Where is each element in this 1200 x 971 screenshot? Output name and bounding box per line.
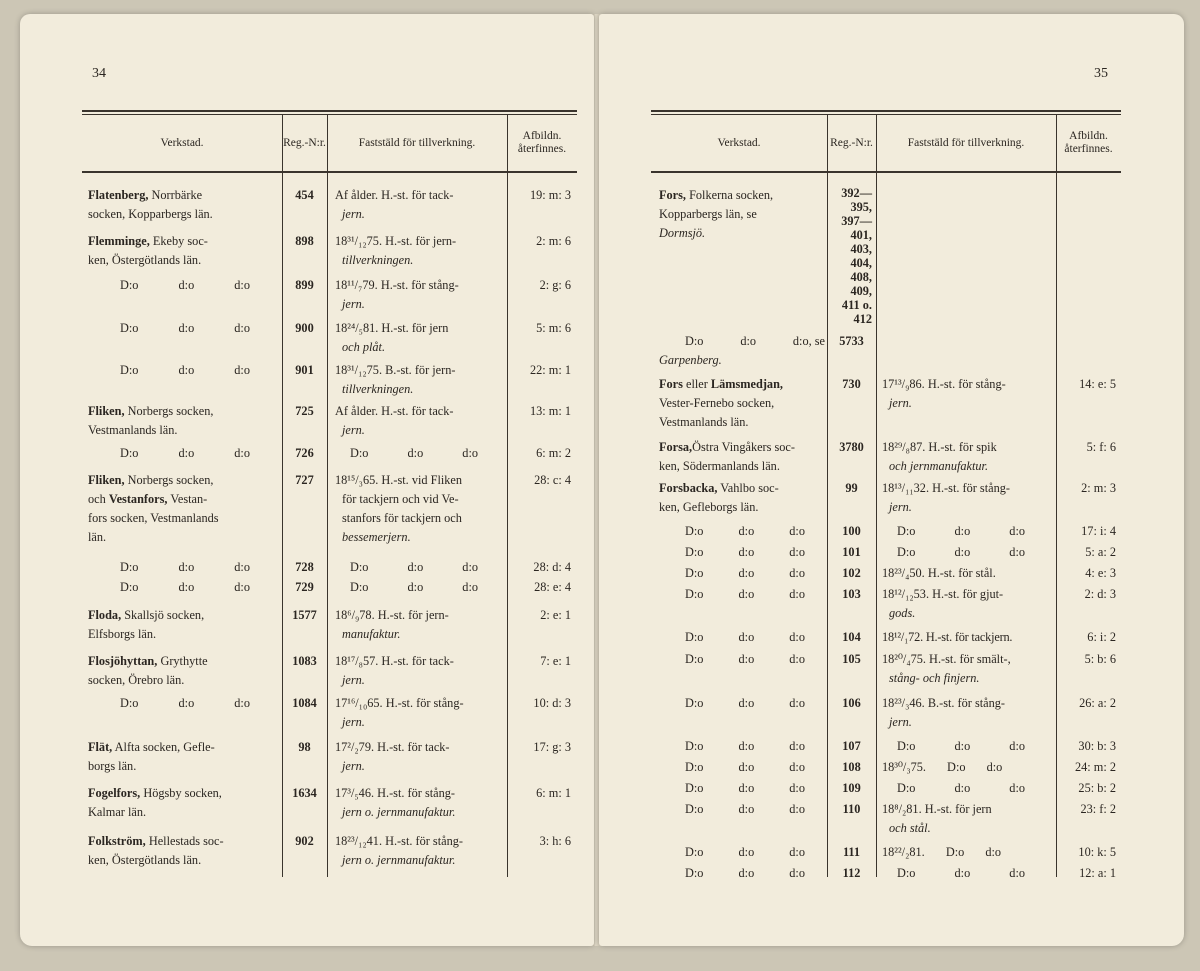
afbildn-ref: 24: m: 2 bbox=[1075, 760, 1116, 774]
ditto-mark: d:o bbox=[234, 446, 250, 460]
ditto-mark: d:o bbox=[738, 866, 755, 880]
reg-number: 901 bbox=[295, 363, 314, 377]
reg-number: 726 bbox=[295, 446, 314, 460]
ditto-mark: d:o bbox=[178, 321, 195, 335]
fastst-text: 18²³/₄50. H.-st. för stål. bbox=[882, 566, 996, 580]
reg-number: 103 bbox=[842, 587, 861, 601]
reg-number: 102 bbox=[842, 566, 861, 580]
ditto-mark: d:o bbox=[738, 652, 755, 666]
fastst-text: 18⁶/₉78. H.-st. för jern- bbox=[335, 608, 449, 622]
ditto-mark: D:o bbox=[120, 446, 139, 460]
fastst-text: tillverkningen. bbox=[342, 253, 414, 267]
works-name: Flät, bbox=[88, 740, 113, 754]
fastst-text: 18³¹/₁₂75. H.-st. för jern- bbox=[335, 234, 457, 248]
works-name: Folkström, bbox=[88, 834, 146, 848]
afbildn-ref: 7: e: 1 bbox=[540, 654, 571, 668]
ditto-mark: d:o bbox=[738, 802, 755, 816]
fastst-text: och jernmanufaktur. bbox=[889, 459, 989, 473]
reg-number: 1083 bbox=[292, 654, 317, 668]
right-page bbox=[599, 14, 1184, 946]
ditto-mark: D:o bbox=[120, 321, 139, 335]
ditto-mark: d:o bbox=[234, 363, 250, 377]
reg-number: 725 bbox=[295, 404, 314, 418]
works-location: Vestan- bbox=[170, 492, 208, 506]
reg-number: 112 bbox=[842, 866, 861, 880]
afbildn-ref: 2: e: 1 bbox=[540, 608, 571, 622]
left-page bbox=[20, 14, 594, 946]
afbildn-ref: 3: h: 6 bbox=[539, 834, 571, 848]
reg-number: 104 bbox=[842, 630, 861, 644]
afbildn-ref: 28: e: 4 bbox=[534, 580, 571, 594]
fastst-text: jern. bbox=[342, 297, 365, 311]
reg-number: 730 bbox=[842, 377, 861, 391]
ditto-mark: D:o bbox=[685, 334, 704, 348]
works-location: Vestmanlands län. bbox=[659, 415, 749, 429]
ditto-mark: d:o bbox=[178, 278, 195, 292]
ditto-mark: d:o bbox=[738, 845, 755, 859]
reg-number: 3780 bbox=[839, 440, 864, 454]
reg-number: 106 bbox=[842, 696, 861, 710]
reg-number: 408, bbox=[850, 270, 872, 284]
ditto-mark: d:o bbox=[738, 760, 755, 774]
works-location: Dormsjö. bbox=[659, 226, 706, 240]
works-name: Fliken, bbox=[88, 404, 125, 418]
works-location: Grythytte bbox=[160, 654, 208, 668]
reg-number: 902 bbox=[295, 834, 314, 848]
reg-number: 392— bbox=[841, 186, 872, 200]
works-location: Vester-Fernebo socken, bbox=[659, 396, 775, 410]
works-name: Flosjöhyttan, bbox=[88, 654, 158, 668]
works-location: Garpenberg. bbox=[659, 353, 722, 367]
table-rule bbox=[651, 110, 1121, 112]
works-location: Folkerna socken, bbox=[689, 188, 774, 202]
fastst-text: 17¹⁶/₁₀65. H.-st. för stång- bbox=[335, 696, 464, 710]
fastst-text: gods. bbox=[889, 606, 916, 620]
afbildn-ref: 17: g: 3 bbox=[533, 740, 571, 754]
reg-number: 98 bbox=[298, 740, 311, 754]
works-location: ken, Östergötlands län. bbox=[88, 853, 202, 867]
works-location: ken, Södermanlands län. bbox=[659, 459, 780, 473]
reg-number: 100 bbox=[842, 524, 861, 538]
fastst-text: för tackjern och vid Ve- bbox=[342, 492, 459, 506]
reg-number: 454 bbox=[295, 188, 314, 202]
ditto-mark: d:o bbox=[789, 781, 805, 795]
ditto-mark: D:o bbox=[685, 739, 704, 753]
reg-number: 111 bbox=[842, 845, 861, 859]
reg-number: 1577 bbox=[292, 608, 317, 622]
ditto-mark: d:o bbox=[738, 587, 755, 601]
fastst-text: 18²⁴/₅81. H.-st. för jern bbox=[335, 321, 449, 335]
fastst-text: 18¹²/₁72. H.-st. för tackjern. bbox=[882, 630, 1013, 644]
table-rule bbox=[82, 110, 577, 112]
reg-number: 900 bbox=[295, 321, 314, 335]
reg-number: 99 bbox=[845, 481, 858, 495]
fastst-text: Af ålder. H.-st. för tack- bbox=[335, 188, 454, 202]
reg-number: 899 bbox=[295, 278, 314, 292]
ditto-mark: d:o bbox=[178, 560, 195, 574]
fastst-text: jern. bbox=[342, 759, 365, 773]
ditto-mark: d:o bbox=[178, 580, 195, 594]
works-location: Östra Vingåkers soc- bbox=[692, 440, 795, 454]
reg-number: 5733 bbox=[839, 334, 864, 348]
afbildn-ref: 2: m: 3 bbox=[1081, 481, 1116, 495]
afbildn-ref: 22: m: 1 bbox=[530, 363, 571, 377]
fastst-text: och stål. bbox=[889, 821, 931, 835]
ditto-mark: d:o bbox=[738, 781, 755, 795]
afbildn-ref: 23: f: 2 bbox=[1080, 802, 1116, 816]
fastst-text: 17³/₅46. H.-st. för stång- bbox=[335, 786, 455, 800]
ditto-mark: d:o bbox=[738, 545, 755, 559]
afbildn-ref: 2: m: 6 bbox=[536, 234, 571, 248]
fastst-text: 18¹²/₁₂53. H.-st. för gjut- bbox=[882, 587, 1004, 601]
ditto-mark: D:o bbox=[685, 587, 704, 601]
ditto-mark: d:o bbox=[234, 580, 250, 594]
page-number: 34 bbox=[92, 66, 106, 81]
reg-number: 729 bbox=[295, 580, 314, 594]
fastst-text: stång- och finjern. bbox=[889, 671, 980, 685]
ditto-mark: d:o bbox=[789, 630, 805, 644]
fastst-text: jern. bbox=[342, 423, 365, 437]
afbildn-ref: 4: e: 3 bbox=[1085, 566, 1116, 580]
works-name: Fliken, bbox=[88, 473, 125, 487]
reg-number: 898 bbox=[295, 234, 314, 248]
works-location: Norbergs socken, bbox=[127, 473, 214, 487]
fastst-text: D:o d:o d:o bbox=[897, 524, 1026, 538]
fastst-text: D:o d:o d:o bbox=[897, 739, 1026, 753]
ditto-mark: D:o bbox=[120, 696, 139, 710]
afbildn-ref: 17: i: 4 bbox=[1081, 524, 1116, 538]
fastst-text: 18¹¹/₇79. H.-st. för stång- bbox=[335, 278, 459, 292]
ditto-mark: d:o bbox=[789, 524, 805, 538]
fastst-text: manufaktur. bbox=[342, 627, 401, 641]
ditto-mark: d:o bbox=[789, 866, 805, 880]
afbildn-ref: 6: m: 2 bbox=[536, 446, 571, 460]
fastst-text: jern o. jernmanufaktur. bbox=[342, 853, 456, 867]
reg-number: 395, bbox=[850, 200, 872, 214]
afbildn-ref: 28: c: 4 bbox=[534, 473, 571, 487]
ditto-mark: D:o bbox=[685, 781, 704, 795]
fastst-text: jern o. jernmanufaktur. bbox=[342, 805, 456, 819]
fastst-text: 18²³/₃46. B.-st. för stång- bbox=[882, 696, 1006, 710]
reg-number: 401, bbox=[850, 228, 872, 242]
works-location: Skallsjö socken, bbox=[124, 608, 205, 622]
ditto-mark: d:o bbox=[738, 739, 755, 753]
catalog-table bbox=[82, 110, 577, 877]
header-verkstad: Verkstad. bbox=[717, 136, 761, 149]
works-location: Kalmar län. bbox=[88, 805, 147, 819]
ditto-mark: d:o bbox=[789, 802, 805, 816]
works-location: Högsby socken, bbox=[143, 786, 222, 800]
afbildn-ref: 6: i: 2 bbox=[1087, 630, 1116, 644]
reg-number: 412 bbox=[853, 312, 872, 326]
table-rule bbox=[82, 171, 577, 173]
fastst-text: 18²⁰/₄75. H.-st. för smält-, bbox=[882, 652, 1011, 666]
fastst-text: Af ålder. H.-st. för tack- bbox=[335, 404, 454, 418]
afbildn-ref: 5: b: 6 bbox=[1084, 652, 1116, 666]
reg-number: 728 bbox=[295, 560, 314, 574]
ditto-mark: d:o bbox=[789, 652, 805, 666]
header-faststald: Faststäld för tillverkning. bbox=[358, 136, 476, 149]
page-number: 35 bbox=[1094, 66, 1108, 81]
ditto-mark: D:o bbox=[685, 566, 704, 580]
fastst-text: jern. bbox=[342, 673, 365, 687]
fastst-text: D:o d:o d:o bbox=[350, 446, 479, 460]
fastst-text: 18³⁰/₃75. D:o d:o bbox=[882, 760, 1003, 774]
works-name: Vestanfors, bbox=[108, 492, 168, 506]
ditto-mark: D:o bbox=[685, 760, 704, 774]
header-verkstad: Verkstad. bbox=[160, 136, 204, 149]
reg-number-list bbox=[827, 186, 872, 326]
ditto-mark: d:o bbox=[789, 760, 805, 774]
afbildn-ref: 28: d: 4 bbox=[533, 560, 571, 574]
works-name: Floda, bbox=[88, 608, 122, 622]
fastst-text: D:o d:o d:o bbox=[350, 560, 479, 574]
fastst-text: jern. bbox=[342, 715, 365, 729]
ditto-mark: D:o bbox=[685, 696, 704, 710]
ditto-mark: d:o bbox=[789, 845, 805, 859]
ditto-mark: D:o bbox=[685, 545, 704, 559]
ditto-mark: d:o bbox=[234, 321, 250, 335]
works-name: Flatenberg, bbox=[88, 188, 149, 202]
reg-number: 1084 bbox=[292, 696, 317, 710]
fastst-text: 18²²/₂81. D:o d:o bbox=[882, 845, 1002, 859]
works-location: Norrbärke bbox=[151, 188, 203, 202]
fastst-text: jern. bbox=[889, 500, 912, 514]
works-location: Vahlbo soc- bbox=[720, 481, 779, 495]
works-location: Hellestads soc- bbox=[148, 834, 224, 848]
afbildn-ref: 30: b: 3 bbox=[1078, 739, 1116, 753]
afbildn-ref: 19: m: 3 bbox=[530, 188, 571, 202]
works-location: Ekeby soc- bbox=[152, 234, 208, 248]
afbildn-ref: 2: d: 3 bbox=[1084, 587, 1116, 601]
works-location: Elfsborgs län. bbox=[88, 627, 157, 641]
works-location: Alfta socken, Gefle- bbox=[114, 740, 215, 754]
header-faststald: Faststäld för tillverkning. bbox=[907, 136, 1025, 149]
ditto-mark: d:o bbox=[234, 696, 250, 710]
reg-number: 404, bbox=[850, 256, 872, 270]
fastst-text: jern. bbox=[342, 207, 365, 221]
afbildn-ref: 6: m: 1 bbox=[536, 786, 571, 800]
ditto-mark: D:o bbox=[685, 652, 704, 666]
ditto-mark: d:o bbox=[738, 696, 755, 710]
header-afbildn: Afbildn. återfinnes. bbox=[1064, 130, 1113, 155]
fastst-text: tillverkningen. bbox=[342, 382, 414, 396]
fastst-text: 17¹³/₉86. H.-st. för stång- bbox=[882, 377, 1006, 391]
fastst-text: D:o d:o d:o bbox=[897, 781, 1026, 795]
ditto-mark: D:o bbox=[685, 845, 704, 859]
ditto-mark: D:o bbox=[120, 278, 139, 292]
ditto-mark: d:o bbox=[234, 278, 250, 292]
works-location: socken, Kopparbergs län. bbox=[88, 207, 213, 221]
works-location: eller bbox=[685, 377, 708, 391]
ditto-mark: D:o bbox=[685, 524, 704, 538]
header-reg: Reg.-N:r. bbox=[830, 136, 873, 149]
works-name: Forsbacka, bbox=[659, 481, 718, 495]
works-location: borgs län. bbox=[88, 759, 137, 773]
afbildn-ref: 26: a: 2 bbox=[1079, 696, 1116, 710]
works-location: Norbergs socken, bbox=[127, 404, 214, 418]
fastst-text: D:o d:o d:o bbox=[897, 545, 1026, 559]
reg-number: 101 bbox=[842, 545, 861, 559]
ditto-mark: d:o bbox=[789, 739, 805, 753]
reg-number: 411 o. bbox=[841, 298, 872, 312]
fastst-text: D:o d:o d:o bbox=[897, 866, 1026, 880]
works-name: Fors, bbox=[659, 188, 686, 202]
afbildn-ref: 5: a: 2 bbox=[1085, 545, 1116, 559]
fastst-text: D:o d:o d:o bbox=[350, 580, 479, 594]
reg-number: 110 bbox=[842, 802, 861, 816]
reg-number: 109 bbox=[842, 781, 861, 795]
works-name: Fors bbox=[659, 377, 683, 391]
ditto-mark: d:o, se bbox=[792, 334, 825, 348]
afbildn-ref: 14: e: 5 bbox=[1079, 377, 1116, 391]
fastst-text: 17²/₂79. H.-st. för tack- bbox=[335, 740, 450, 754]
works-location: län. bbox=[88, 530, 107, 544]
works-location: fors socken, Vestmanlands bbox=[88, 511, 219, 525]
works-name: Fogelfors, bbox=[88, 786, 141, 800]
fastst-text: jern. bbox=[889, 715, 912, 729]
fastst-text: 18²⁹/₈87. H.-st. för spik bbox=[882, 440, 997, 454]
afbildn-ref: 13: m: 1 bbox=[530, 404, 571, 418]
afbildn-ref: 2: g: 6 bbox=[539, 278, 571, 292]
works-location: Kopparbergs län, se bbox=[659, 207, 757, 221]
ditto-mark: D:o bbox=[120, 560, 139, 574]
afbildn-ref: 10: k: 5 bbox=[1078, 845, 1116, 859]
ditto-mark: d:o bbox=[738, 630, 755, 644]
ditto-mark: d:o bbox=[178, 363, 195, 377]
fastst-text: jern. bbox=[889, 396, 912, 410]
reg-number: 105 bbox=[842, 652, 861, 666]
afbildn-ref: 25: b: 2 bbox=[1078, 781, 1116, 795]
reg-number: 397— bbox=[841, 214, 872, 228]
works-name: Forsa, bbox=[659, 440, 693, 454]
ditto-mark: d:o bbox=[789, 566, 805, 580]
fastst-text: 18¹⁷/₈57. H.-st. för tack- bbox=[335, 654, 454, 668]
afbildn-ref: 5: f: 6 bbox=[1086, 440, 1116, 454]
ditto-mark: D:o bbox=[685, 630, 704, 644]
fastst-text: 18³¹/₁₂75. B.-st. för jern- bbox=[335, 363, 456, 377]
fastst-text: 18⁸/₂81. H.-st. för jern bbox=[882, 802, 992, 816]
ditto-mark: D:o bbox=[685, 866, 704, 880]
fastst-text: 18¹⁵/₃65. H.-st. vid Fliken bbox=[335, 473, 463, 487]
works-location: socken, Örebro län. bbox=[88, 673, 185, 687]
reg-number: 727 bbox=[295, 473, 314, 487]
ditto-mark: d:o bbox=[178, 446, 195, 460]
afbildn-ref: 12: a: 1 bbox=[1079, 866, 1116, 880]
header-afbildn: Afbildn. återfinnes. bbox=[517, 130, 567, 155]
fastst-text: 18²³/₁₂41. H.-st. för stång- bbox=[335, 834, 463, 848]
ditto-mark: d:o bbox=[178, 696, 195, 710]
works-location: ken, Östergötlands län. bbox=[88, 253, 202, 267]
ditto-mark: d:o bbox=[738, 566, 755, 580]
works-location: och bbox=[88, 492, 106, 506]
works-location: ken, Gefleborgs län. bbox=[659, 500, 759, 514]
ditto-mark: D:o bbox=[120, 363, 139, 377]
ditto-mark: d:o bbox=[789, 696, 805, 710]
ditto-mark: d:o bbox=[740, 334, 757, 348]
ditto-mark: d:o bbox=[789, 587, 805, 601]
reg-number: 107 bbox=[842, 739, 861, 753]
fastst-text: bessemerjern. bbox=[342, 530, 411, 544]
ditto-mark: D:o bbox=[120, 580, 139, 594]
ditto-mark: d:o bbox=[789, 545, 805, 559]
works-name: Flemminge, bbox=[88, 234, 150, 248]
works-location: Vestmanlands län. bbox=[88, 423, 178, 437]
table-rule bbox=[651, 171, 1121, 173]
reg-number: 409, bbox=[850, 284, 872, 298]
ditto-mark: d:o bbox=[234, 560, 250, 574]
reg-number: 108 bbox=[842, 760, 861, 774]
fastst-text: stanfors för tackjern och bbox=[342, 511, 462, 525]
fastst-text: och plåt. bbox=[342, 340, 386, 354]
reg-number: 1634 bbox=[292, 786, 317, 800]
fastst-text: 18¹³/₁₁32. H.-st. för stång- bbox=[882, 481, 1010, 495]
header-reg: Reg.-N:r. bbox=[283, 136, 326, 149]
afbildn-ref: 10: d: 3 bbox=[533, 696, 571, 710]
reg-number: 403, bbox=[850, 242, 872, 256]
ditto-mark: D:o bbox=[685, 802, 704, 816]
catalog-table bbox=[651, 110, 1121, 880]
afbildn-ref: 5: m: 6 bbox=[536, 321, 571, 335]
ditto-mark: d:o bbox=[738, 524, 755, 538]
works-name: Lämsmedjan, bbox=[710, 377, 783, 391]
